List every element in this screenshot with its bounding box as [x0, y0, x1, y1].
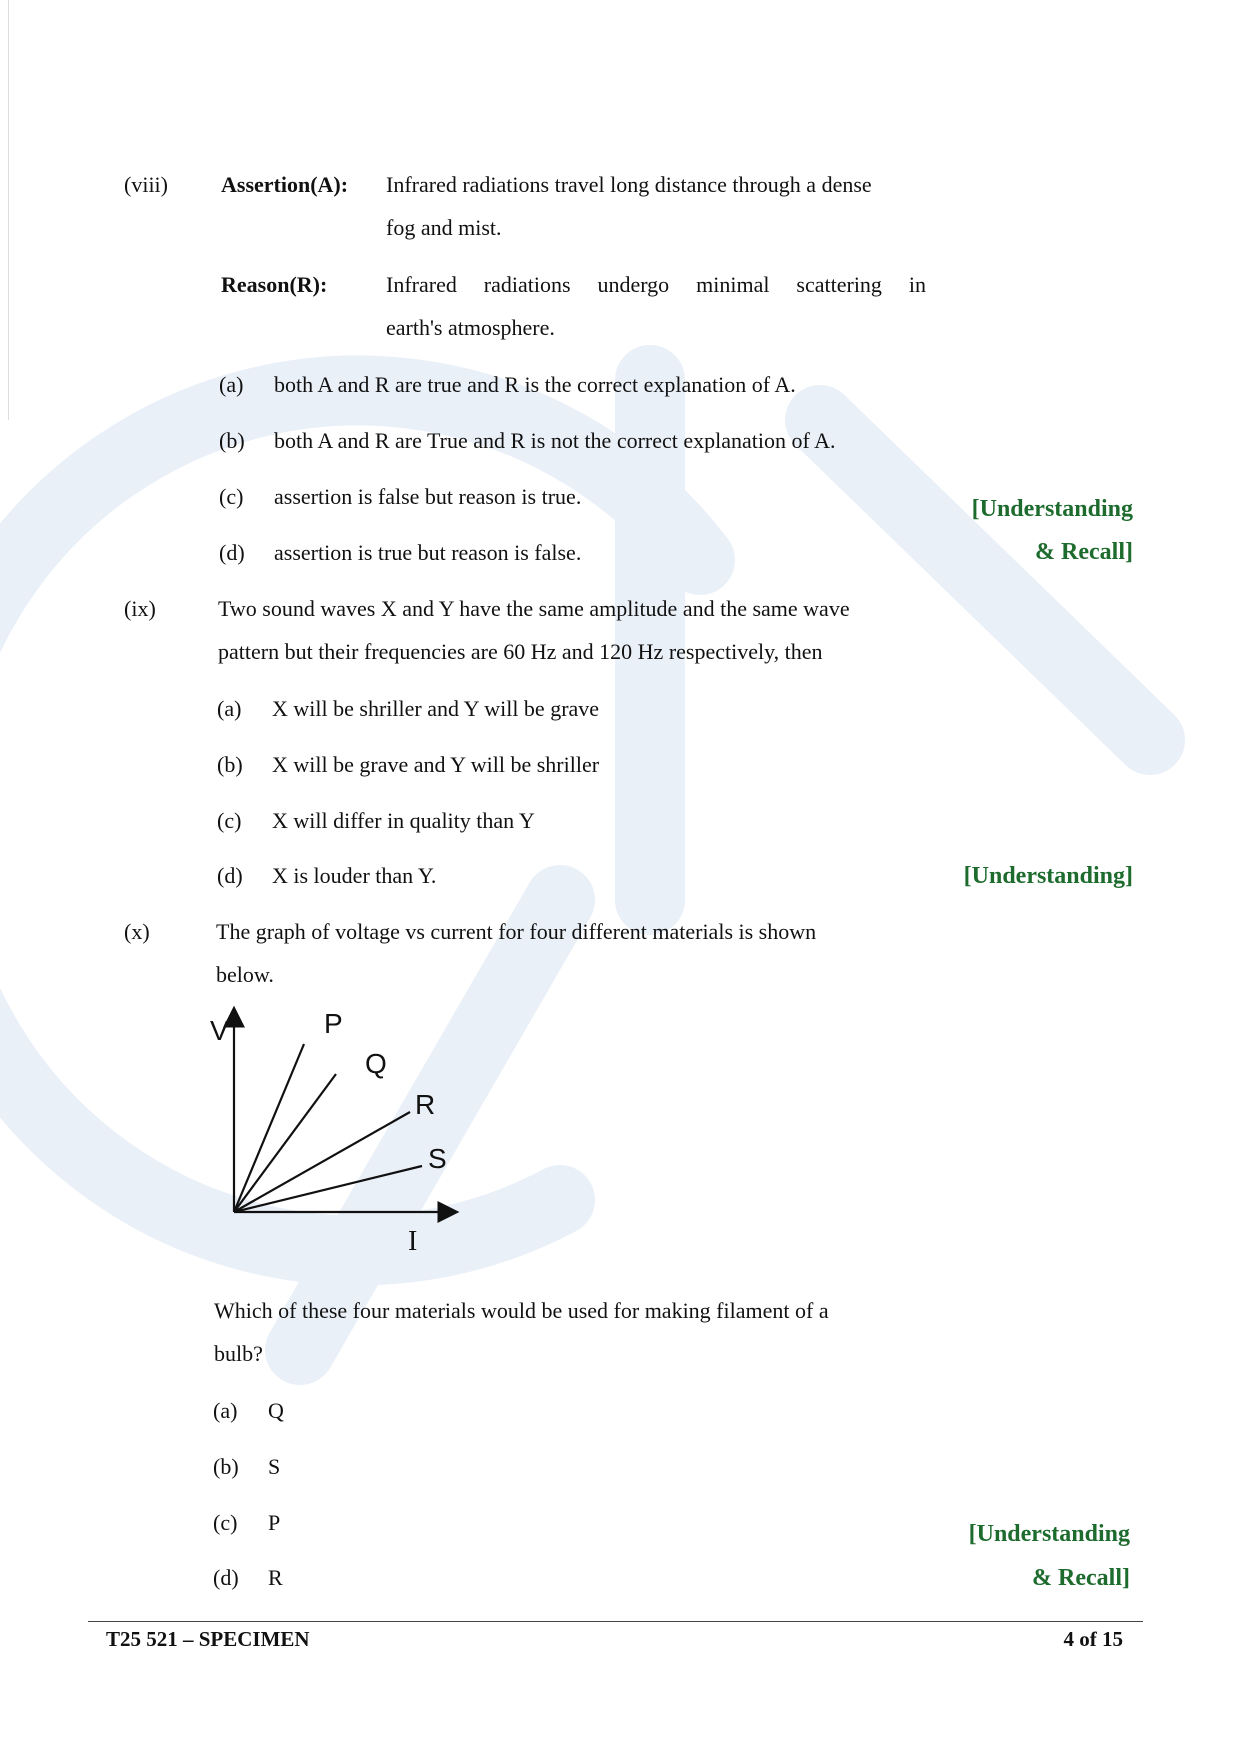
q9-tag: [Understanding] — [963, 863, 1133, 889]
q10-number: (x) — [124, 919, 150, 944]
q9-option-a-label: (a) — [217, 696, 242, 721]
q10-text-line1: The graph of voltage vs current for four different materials is shown — [216, 919, 817, 944]
q9-number: (ix) — [124, 596, 156, 621]
q8-option-a-text: both A and R are true and R is the correct explanation of A. — [274, 372, 796, 397]
y-axis-label: V — [210, 1015, 229, 1046]
q9-option-d-label: (d) — [217, 863, 243, 888]
q10-tag-line2: & Recall] — [1032, 1565, 1130, 1591]
footer-paper-code: T25 521 – SPECIMEN — [106, 1627, 310, 1651]
q8-option-c-text: assertion is false but reason is true. — [274, 484, 582, 509]
q10-option-d-label: (d) — [213, 1565, 239, 1590]
q8-assertion-text-line2: fog and mist. — [386, 215, 502, 240]
vi-graph — [200, 1000, 480, 1260]
line-q-label: Q — [365, 1048, 387, 1079]
footer-rule — [88, 1621, 1143, 1622]
q9-text-line1: Two sound waves X and Y have the same amplitude and the same wave — [218, 596, 850, 621]
page-edge-line — [8, 0, 9, 420]
q10-text-line2: below. — [216, 962, 274, 987]
q8-assertion-text-line1: Infrared radiations travel long distance through a dense — [386, 172, 872, 197]
q9-option-c-text: X will differ in quality than Y — [272, 808, 535, 833]
q10-question-line2: bulb? — [214, 1341, 263, 1366]
line-p — [234, 1044, 304, 1212]
q10-option-d-text: R — [268, 1565, 283, 1590]
q10-question-line1: Which of these four materials would be used for making filament of a — [214, 1298, 829, 1323]
line-r-label: R — [415, 1089, 436, 1120]
q8-option-d-text: assertion is true but reason is false. — [274, 540, 582, 565]
q10-option-c-text: P — [268, 1510, 281, 1535]
q9-option-a-text: X will be shriller and Y will be grave — [272, 696, 600, 721]
q9-option-c-label: (c) — [217, 808, 242, 833]
line-p-label: P — [324, 1008, 343, 1039]
q8-option-c-label: (c) — [219, 484, 244, 509]
q9-option-b-text: X will be grave and Y will be shriller — [272, 752, 600, 777]
q8-option-a-label: (a) — [219, 372, 244, 397]
q8-reason-text-line2: earth's atmosphere. — [386, 315, 555, 340]
q8-number: (viii) — [124, 172, 168, 197]
q10-option-b-label: (b) — [213, 1454, 239, 1479]
q8-tag-line2: & Recall] — [1035, 539, 1133, 565]
q9-option-d-text: X is louder than Y. — [272, 863, 437, 888]
q8-option-b-text: both A and R are True and R is not the correct explanation of A. — [274, 428, 836, 453]
q8-reason-text-line1: Infrared radiations undergo minimal scattering in — [386, 272, 926, 297]
q10-option-a-label: (a) — [213, 1398, 238, 1423]
q10-tag-line1: [Understanding — [968, 1521, 1130, 1547]
q10-option-a-text: Q — [268, 1398, 284, 1423]
q8-tag-line1: [Understanding — [971, 496, 1133, 522]
q8-reason-label: Reason(R): — [221, 272, 328, 297]
q8-option-b-label: (b) — [219, 428, 245, 453]
q9-option-b-label: (b) — [217, 752, 243, 777]
q10-option-b-text: S — [268, 1454, 281, 1479]
x-axis-label: I — [408, 1226, 418, 1257]
line-s-label: S — [428, 1143, 447, 1174]
q8-option-d-label: (d) — [219, 540, 245, 565]
footer-page-number: 4 of 15 — [1063, 1627, 1123, 1651]
q8-assertion-label: Assertion(A): — [221, 172, 349, 197]
q9-text-line2: pattern but their frequencies are 60 Hz and 120 Hz respectively, then — [218, 639, 823, 664]
line-r — [234, 1112, 410, 1212]
q10-option-c-label: (c) — [213, 1510, 238, 1535]
